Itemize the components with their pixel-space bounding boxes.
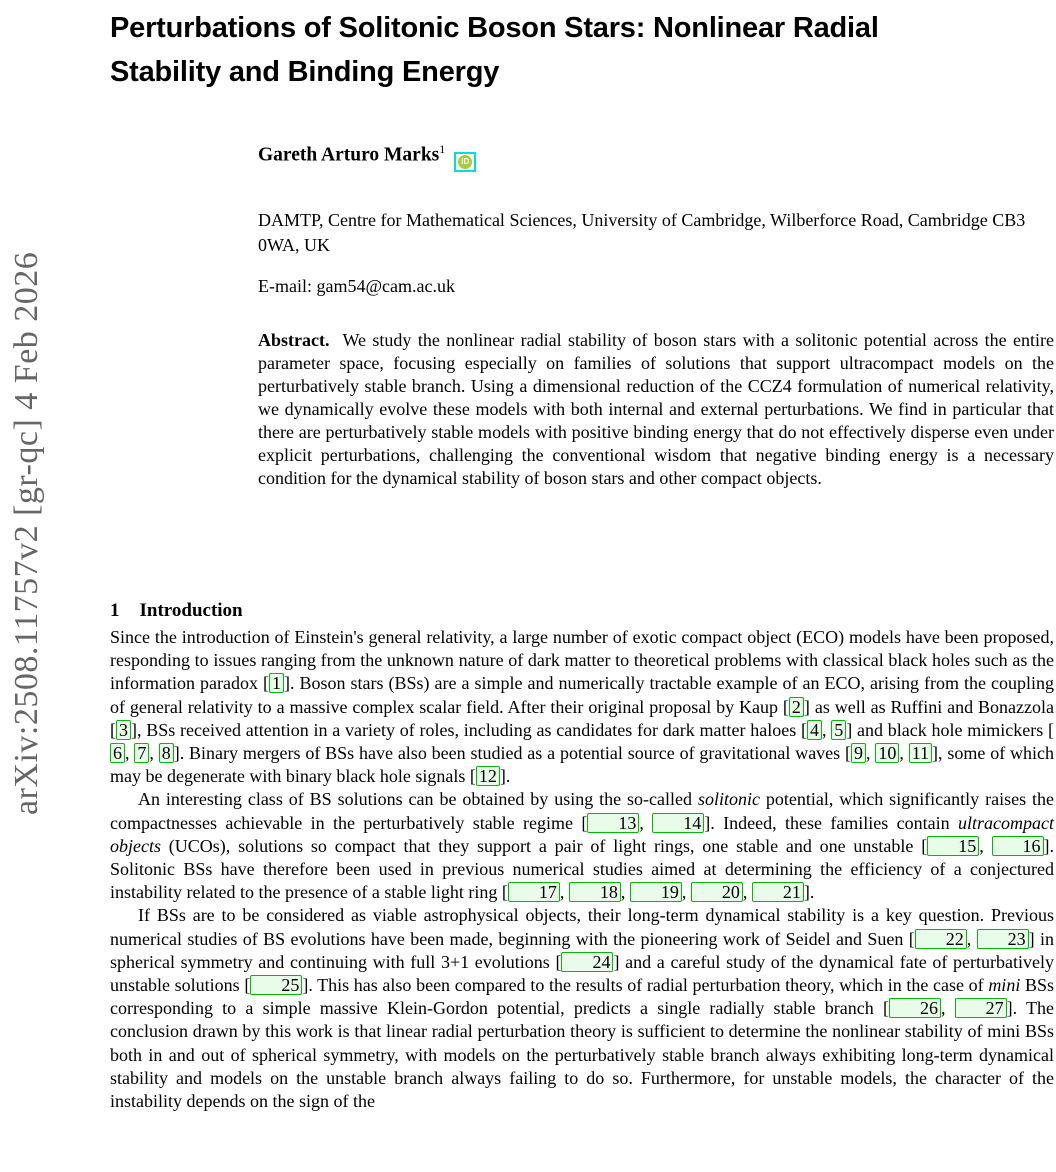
citation-link[interactable]: 13	[587, 813, 639, 833]
abstract-text: We study the nonlinear radial stability of boson stars with a solitonic potential across the entire parameter space, focusing especially on families of solutions that support ultracompact models on the perturbatively stable branch. Using a dimensional reduction of the CCZ4 formulation of numerical relativity, we dynamically evolve these models with both internal and external perturbations. We find in particular that there are perturbatively stable models with positive binding energy that do not effectively disperse even under explicit perturbations, challenging the conventional wisdom that negative binding energy is a necessary condition for the dynamical stability of boson stars and other compact objects.	[258, 330, 1054, 488]
citation-group: [ 4 , 5 ]	[800, 719, 853, 740]
citation-link[interactable]: 20	[691, 882, 743, 902]
citation-link[interactable]: 9	[851, 743, 866, 763]
citation-link[interactable]: 6	[110, 743, 125, 763]
citation-link[interactable]: 8	[159, 743, 174, 763]
citation-link[interactable]: 3	[116, 720, 131, 740]
orcid-icon: iD	[458, 155, 472, 169]
citation-group: [ 2 ]	[782, 696, 810, 717]
citation-link[interactable]: 27	[955, 998, 1007, 1018]
citation-link[interactable]: 10	[875, 743, 899, 763]
citation-group: [ 13 , 14 ]	[581, 812, 711, 833]
italic-text: mini	[988, 975, 1021, 996]
section-number: 1	[110, 600, 120, 621]
author-affiliation-marker: 1	[439, 142, 446, 156]
abstract-label: Abstract.	[258, 330, 330, 350]
citation-group: [ 3 ]	[110, 719, 137, 740]
citation-link[interactable]: 26	[889, 998, 941, 1018]
author-name: Gareth Arturo Marks	[258, 144, 440, 166]
citation-link[interactable]: 1	[269, 673, 284, 693]
email-link[interactable]: gam54@cam.ac.uk	[316, 276, 456, 296]
citation-link[interactable]: 7	[134, 743, 149, 763]
citation-link[interactable]: 15	[927, 836, 979, 856]
paper-title-line-1: Perturbations of Solitonic Boson Stars: Nonlinear Radial	[110, 12, 879, 44]
italic-text: solitonic	[697, 789, 760, 810]
paragraph: If BSs are to be considered as viable astrophysical objects, their long-term dynamical stability is a key question. Previous numerical studies of BS evolutions have been made, beginning with the pioneering work of Seidel and Suen [ 22 , 23 ] in spherical symmetry and continuing with full 3+1 evolutions [ 24 ] and a careful study of the dynamical fate of perturbatively unstable solutions [ 25 ]. This has also been compared to the results of radial perturbation theory, which in the case of mini BSs corresponding to a simple massive Klein-Gordon potential, predicts a single radially stable branch [ 26 , 27 ]. The conclusion drawn by this work is that linear radial perturbation theory is sufficient to determine the nonlinear stability of mini BSs both in and out of spherical symmetry, with models on the perturbatively stable branch always exhibiting long-term dynamical stability and models on the unstable branch always failing to do so. Furthermore, for unstable models, the character of the instability depends on the sign of the	[110, 905, 1055, 1112]
citation-link[interactable]: 4	[807, 720, 822, 740]
orcid-link[interactable]	[454, 152, 476, 172]
citation-link[interactable]: 16	[992, 836, 1044, 856]
citation-link[interactable]: 11	[909, 743, 932, 763]
section-heading-introduction	[110, 600, 243, 622]
citation-link[interactable]: 23	[977, 929, 1029, 949]
citation-link[interactable]: 19	[630, 882, 682, 902]
body-paragraphs	[110, 626, 1054, 1113]
paper-title-line-2: Stability and Binding Energy	[110, 56, 500, 88]
affiliation: DAMTP, Centre for Mathematical Sciences, University of Cambridge, Wilberforce Road, Cambridge CB3 0WA, UK	[258, 210, 1026, 255]
citation-group: [ 15 , 16 ]	[921, 835, 1050, 856]
author-line	[258, 142, 476, 172]
citation-link[interactable]: 12	[476, 766, 500, 786]
citation-group: [6 , 7 , 8 ]	[110, 720, 1054, 763]
paper-title	[110, 6, 1056, 94]
citation-link[interactable]: 14	[652, 813, 704, 833]
paragraph: An interesting class of BS solutions can be obtained by using the so-called solitonic potential, which significantly raises the compactnesses achievable in the perturbatively stable regime [ 13 , 14 ]. Indeed, these families contain ultracompact objects (UCOs), solutions so compact that they support a pair of light rings, one stable and one unstable [ 15 , 16 ]. Solitonic BSs have therefore been used in previous numerical studies aimed at determining the efficiency of a conjectured instability related to the presence of a stable light ring [ 17 , 18 , 19 , 20 , 21 ].	[110, 789, 1055, 903]
email-label: E-mail:	[258, 276, 312, 296]
citation-group: [ 26 , 27 ]	[882, 998, 1013, 1019]
abstract	[258, 329, 1054, 490]
arxiv-watermark: arXiv:2508.11757v2 [gr-qc] 4 Feb 2026	[8, 251, 45, 815]
citation-link[interactable]: 25	[250, 975, 302, 995]
citation-group: [ 17 , 18 , 19 , 20 , 21 ]	[501, 882, 810, 903]
email-line	[258, 276, 455, 297]
citation-group: [ 25 ]	[244, 975, 309, 996]
citation-group: [ 24 ]	[555, 951, 620, 972]
paragraph: Since the introduction of Einstein's general relativity, a large number of exotic compact object (ECO) models have been proposed, responding to issues ranging from the unknown nature of dark matter to theoretical problems with classical black holes such as the information paradox [ 1 ]. Boson stars (BSs) are a simple and numerically tractable example of an ECO, arising from the coupling of general relativity to a massive complex scalar field. After their original proposal by Kaup [ 2 ] as well as Ruffini and Bonazzola [ 3 ], BSs received attention in a variety of roles, including as candidates for dark matter haloes [ 4 , 5 ] and black hole mimickers [6 , 7 , 8 ]. Binary mergers of BSs have also been studied as a potential source of gravitational waves [ 9 , 10 , 11 ], some of which may be degenerate with binary black hole signals [ 12 ].	[110, 627, 1055, 787]
citation-link[interactable]: 24	[561, 952, 613, 972]
citation-link[interactable]: 17	[508, 882, 560, 902]
section-title: Introduction	[139, 600, 243, 621]
citation-link[interactable]: 18	[569, 882, 621, 902]
citation-group: [ 22 , 23 ]	[908, 928, 1035, 949]
citation-group: [ 1 ]	[262, 673, 290, 694]
citation-link[interactable]: 21	[752, 882, 804, 902]
citation-link[interactable]: 5	[831, 720, 846, 740]
citation-link[interactable]: 22	[915, 929, 967, 949]
citation-group: [ 12 ]	[469, 766, 506, 787]
citation-link[interactable]: 2	[789, 697, 804, 717]
italic-text: ultracompact objects	[110, 812, 1055, 856]
citation-group: [ 9 , 10 , 11 ]	[845, 743, 939, 764]
